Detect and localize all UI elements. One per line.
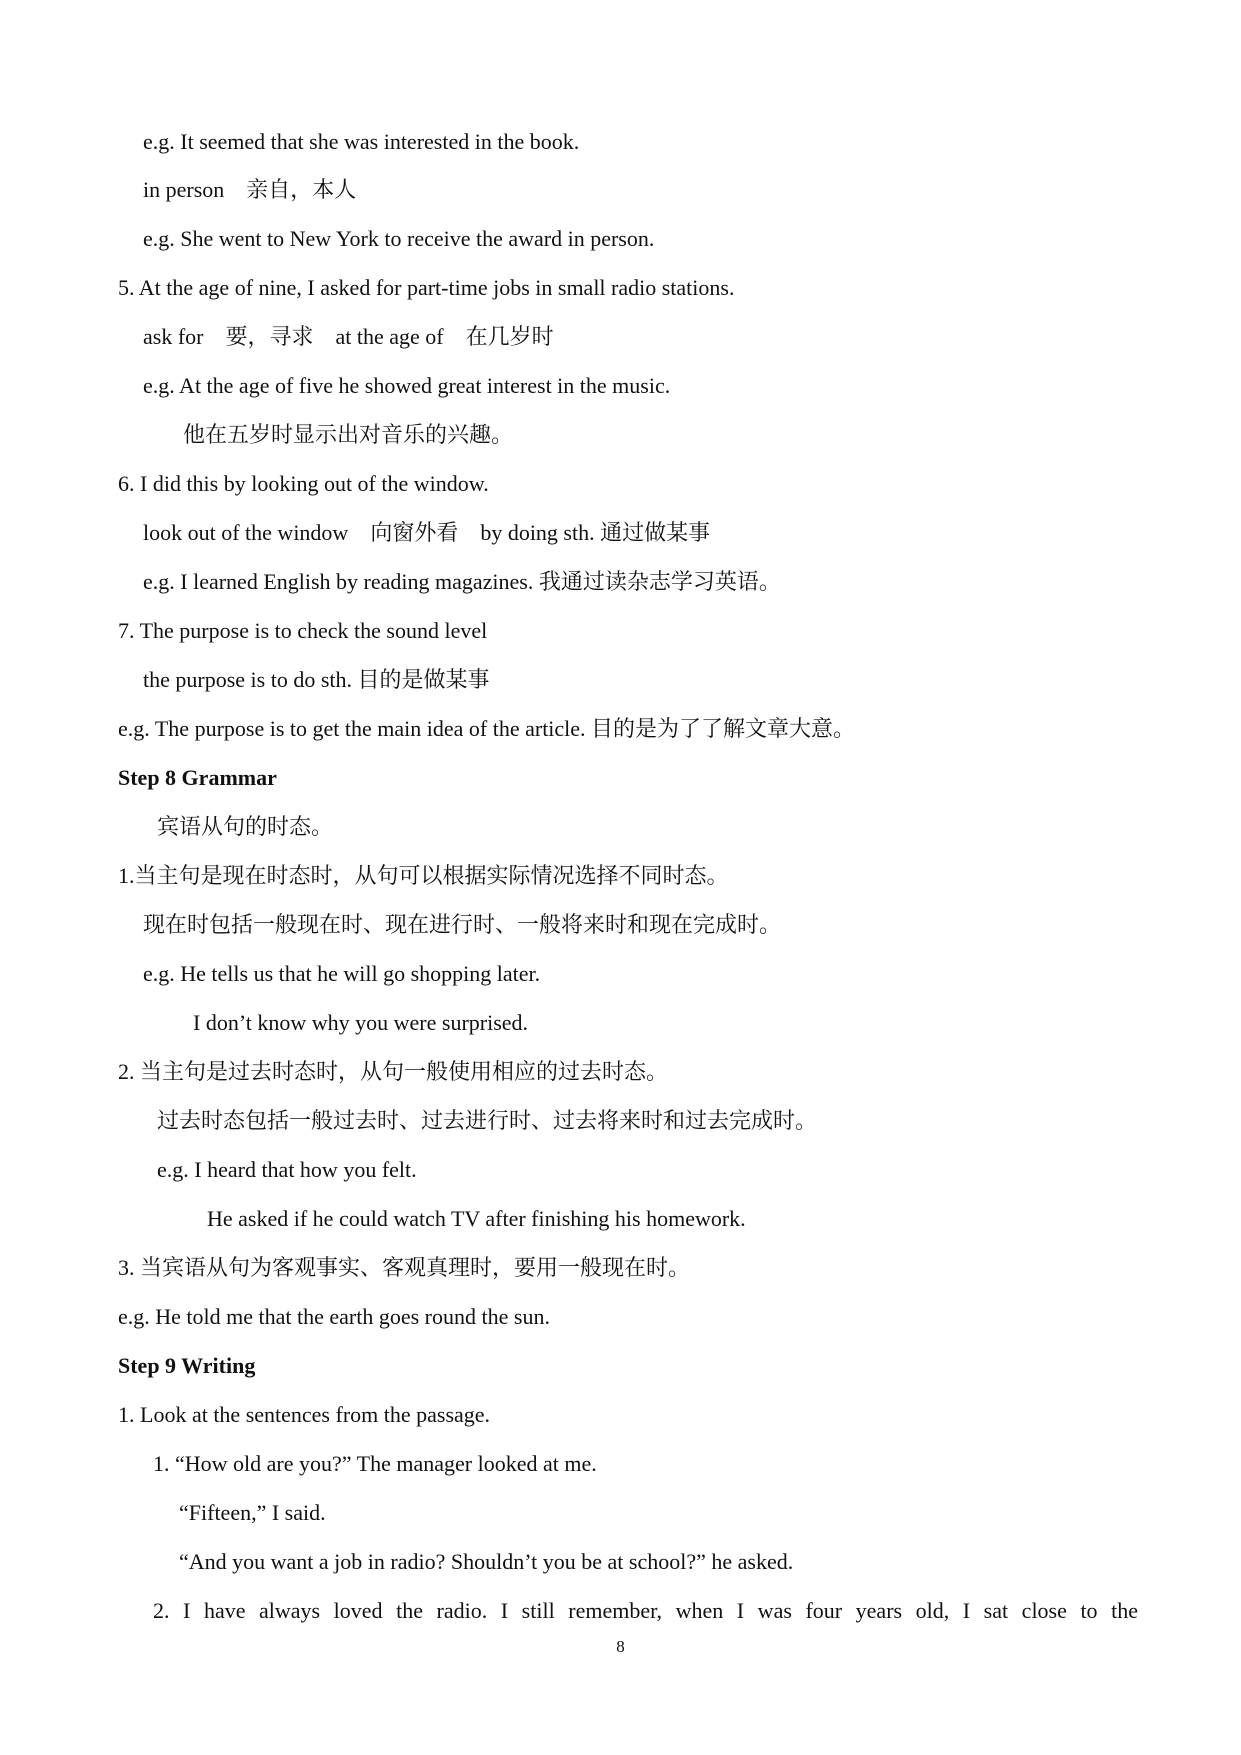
phrase-line: in person 亲自，本人	[143, 177, 357, 202]
dialogue-line: “Fifteen,” I said.	[179, 1500, 326, 1525]
numbered-item: 3. 当宾语从句为客观事实、客观真理时，要用一般现在时。	[118, 1255, 691, 1280]
numbered-item: 2. 当主句是过去时态时，从句一般使用相应的过去时态。	[118, 1059, 669, 1084]
text-line: 现在时包括一般现在时、现在进行时、一般将来时和现在完成时。	[143, 912, 782, 937]
page-number: 8	[616, 1637, 625, 1656]
example-line: I don’t know why you were surprised.	[193, 1010, 529, 1035]
example-line: e.g. It seemed that she was interested in the book.	[143, 129, 580, 154]
example-line: e.g. He told me that the earth goes round the sun.	[118, 1304, 550, 1329]
numbered-item: 6. I did this by looking out of the window.	[118, 471, 489, 496]
phrase-line: ask for 要，寻求 at the age of 在几岁时	[143, 324, 554, 349]
numbered-subitem: 2. I have always loved the radio. I still remember, when I was four years old, I sat close to the	[153, 1598, 1138, 1623]
phrase-line: look out of the window 向窗外看 by doing sth. 通过做某事	[143, 520, 711, 545]
numbered-item: 7. The purpose is to check the sound level	[118, 618, 488, 643]
phrase-line: the purpose is to do sth. 目的是做某事	[143, 667, 490, 692]
numbered-item: 1.当主句是现在时态时，从句可以根据实际情况选择不同时态。	[118, 863, 729, 888]
text-line: 过去时态包括一般过去时、过去进行时、过去将来时和过去完成时。	[157, 1108, 818, 1133]
example-line: e.g. I heard that how you felt.	[157, 1157, 417, 1182]
dialogue-line: “And you want a job in radio? Shouldn’t you be at school?” he asked.	[179, 1549, 794, 1574]
numbered-item: 5. At the age of nine, I asked for part-time jobs in small radio stations.	[118, 275, 735, 300]
example-line: He asked if he could watch TV after finishing his homework.	[207, 1206, 746, 1231]
example-line: e.g. At the age of five he showed great interest in the music.	[143, 373, 671, 398]
section-heading: Step 8 Grammar	[118, 765, 277, 790]
example-line: e.g. I learned English by reading magazines. 我通过读杂志学习英语。	[143, 569, 781, 594]
translation-line: 他在五岁时显示出对音乐的兴趣。	[183, 422, 514, 447]
text-line: 宾语从句的时态。	[157, 814, 334, 839]
example-line: e.g. The purpose is to get the main idea of the article. 目的是为了了解文章大意。	[118, 716, 856, 741]
example-line: e.g. He tells us that he will go shopping later.	[143, 961, 541, 986]
numbered-item: 1. Look at the sentences from the passage.	[118, 1402, 491, 1427]
numbered-subitem: 1. “How old are you?” The manager looked at me.	[153, 1451, 597, 1476]
section-heading: Step 9 Writing	[118, 1353, 256, 1378]
example-line: e.g. She went to New York to receive the award in person.	[143, 226, 655, 251]
